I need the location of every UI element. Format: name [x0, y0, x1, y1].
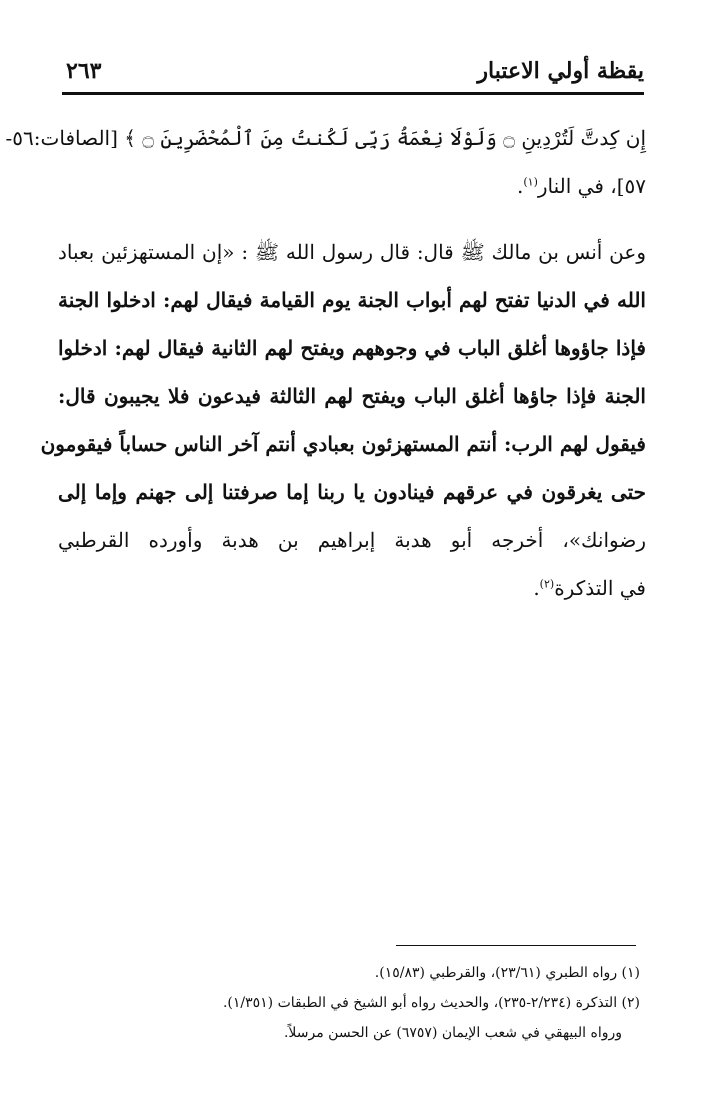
text-line: الجنة فإذا جاؤها أغلق الباب ويفتح لهم الثالثة فيدعون فلا يجيبون قال:: [58, 384, 646, 408]
footnote-mark: (٢): [539, 577, 555, 591]
footnote: (٢) التذكرة (٢/٢٣٤-٢٣٥)، والحديث رواه أبو الشيخ في الطبقات (١/٣٥١).: [222, 995, 640, 1011]
text-line: فيقول لهم الرب: أنتم المستهزئون بعبادي أنتم آخر الناس حساباً فيقومون: [40, 432, 646, 456]
footnote: ورواه البيهقي في شعب الإيمان (٦٧٥٧) عن الحسن مرسلاً.: [283, 1025, 622, 1041]
text-line: فإذا جاؤوها أغلق الباب في وجوههم ويفتح لهم الثانية فيقال لهم: ادخلوا: [58, 336, 646, 360]
page-number: ٢٦٣: [66, 58, 102, 84]
text-line: إِن كِدتَّ لَتُرْدِينِ ۝ وَلَوْلَا نِعْمَةُ رَبِّى لَكُنتُ مِنَ ٱلْمُحْضَرِينَ ۝ ﴾ [الصافات:٥٦-: [5, 126, 646, 150]
text-line: ٥٧]، في النار$^{(١)}$.: [517, 174, 646, 198]
main-text: [5, 114, 646, 612]
running-title: يقظة أولي الاعتبار: [477, 58, 644, 84]
header-rule: [62, 92, 644, 95]
text-line: رضوانك»، أخرجه أبو هدبة إبراهيم بن هدبة وأورده القرطبي: [58, 528, 646, 552]
text-segment: ٥٧]، في النار: [537, 174, 646, 198]
text-segment: في التذكرة: [554, 576, 646, 600]
footnote-mark: (١): [523, 175, 538, 189]
footnotes: [60, 958, 640, 1048]
text-line: وعن أنس بن مالك ﷺ قال: قال رسول الله ﷺ : «إن المستهزئين بعباد: [58, 240, 646, 264]
text-line: حتى يغرقون في عرقهم فينادون يا ربنا إما صرفتنا إلى جهنم وإما إلى: [58, 480, 646, 504]
page-header: [62, 56, 644, 96]
footnote: (١) رواه الطبري (٢٣/٦١)، والقرطبي (١٥/٨٣).: [374, 965, 640, 981]
footnote-separator: [396, 945, 636, 946]
text-line: الله في الدنيا تفتح لهم أبواب الجنة يوم القيامة فيقال لهم: ادخلوا الجنة: [58, 288, 646, 312]
paragraph-gap: [58, 210, 646, 228]
text-line: في التذكرة$^{(٢)}$.: [533, 576, 646, 600]
